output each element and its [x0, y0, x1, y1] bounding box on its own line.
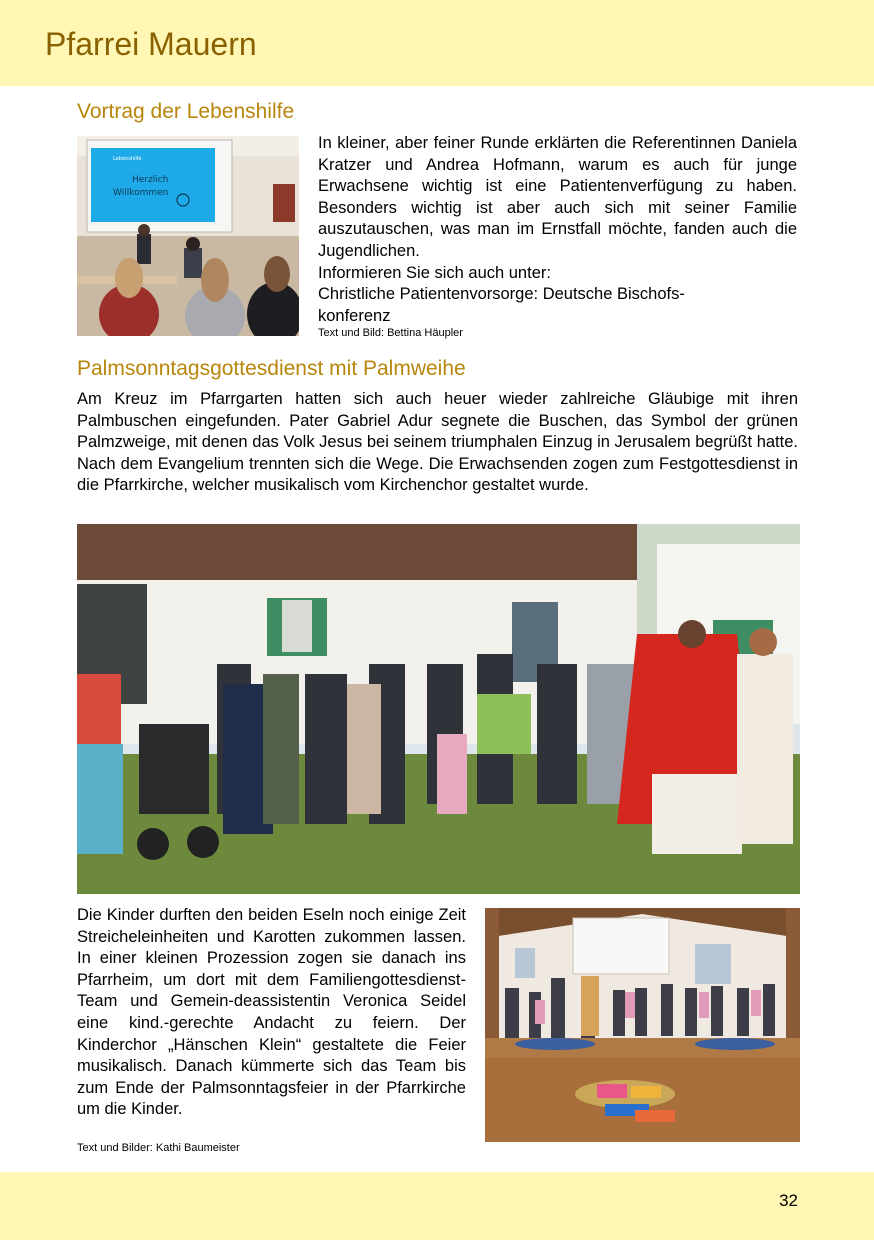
lebenshilfe-paragraph-1: In kleiner, aber feiner Runde erklärten die Referentinnen Daniela Kratzer und Andrea Hofmann, warum es auch für junge Erwachsene wichtig ist eine Patientenverfügung zu haben. Besonders wichtig ist aber auch sich mit seiner Familie auszutauschen, was man im Ernstfall möchte, fanden auch die Jugendlichen. — [318, 134, 797, 260]
section-title-palmsonntag: Palmsonntagsgottesdienst mit Palmweihe — [77, 357, 466, 380]
slide-text-line1: Herzlich — [132, 175, 169, 185]
photo-children-service — [485, 908, 800, 1142]
lebenshilfe-text — [318, 133, 797, 327]
kinder-paragraph: Die Kinder durften den beiden Eseln noch einige Zeit Streicheleinheiten und Karotten zukommen lassen. In einer kleinen Prozession zogen sie danach ins Pfarrheim, um dort mit dem Familiengottesdienst-Team und Gemein-deassistentin Veronica Seidel eine kind.-gerechte Andacht zu feiern. Der Kinderchor „Hänschen Klein“ gestaltete die Feier musikalisch. Danach kümmerte sich das Team bis zum Ende der Palmsonntagsfeier in der Pfarrkirche um die Kinder. — [77, 906, 466, 1119]
section-title-lebenshilfe: Vortrag der Lebenshilfe — [77, 100, 295, 123]
page-number: 32 — [779, 1191, 798, 1210]
slide-text-line2: Willkommen — [113, 188, 169, 198]
lebenshilfe-paragraph-3: Christliche Patientenvorsorge: Deutsche Bischofs- — [318, 285, 685, 304]
footer-band — [0, 1172, 874, 1240]
photo-lebenshilfe-lecture — [77, 136, 299, 336]
slide-logo-text: Lebenshilfe — [113, 156, 142, 162]
lebenshilfe-paragraph-4: konferenz — [318, 306, 391, 325]
photo-palm-blessing — [77, 524, 800, 894]
lebenshilfe-paragraph-2: Informieren Sie sich auch unter: — [318, 263, 551, 282]
page-title: Pfarrei Mauern — [45, 26, 257, 62]
palmsonntag-caption: Text und Bilder: Kathi Baumeister — [77, 1142, 240, 1154]
lebenshilfe-caption: Text und Bild: Bettina Häupler — [318, 327, 463, 339]
palmsonntag-paragraph: Am Kreuz im Pfarrgarten hatten sich auch heuer wieder zahlreiche Gläubige mit ihren Palmbuschen eingefunden. Pater Gabriel Adur segnete die Buschen, das Symbol der grünen Palmzweige, mit denen das Volk Jesus bei seinem triumphalen Einzug in Jerusalem begrüßt hatte. Nach dem Evangelium trennten sich die Wege. Die Erwachsenden zogen zum Festgottesdienst in die Pfarrkirche, welcher musikalisch vom Kirchenchor gestaltet wurde. — [77, 390, 798, 495]
